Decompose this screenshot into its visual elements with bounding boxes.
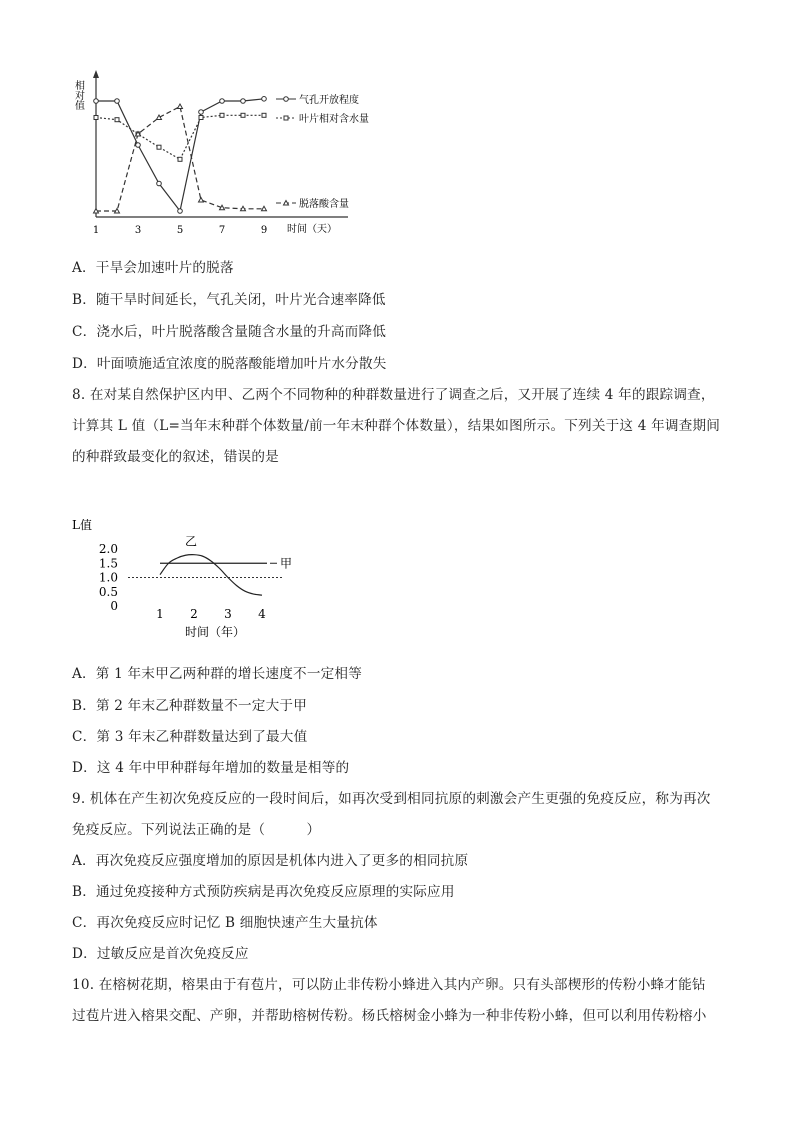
q7-option-b: B．随干旱时间延长，气孔关闭，叶片光合速率降低 — [72, 292, 386, 308]
q8-option-b: B．第 2 年末乙种群数量不一定大于甲 — [72, 698, 307, 714]
q8-option-d: D．这 4 年中甲种群每年增加的数量是相等的 — [72, 760, 350, 776]
data-point — [262, 97, 267, 102]
data-point — [262, 113, 266, 117]
q7-option-a: A．干旱会加速叶片的脱落 — [72, 260, 234, 276]
y-tick-label: 0 — [110, 599, 118, 613]
data-point — [220, 113, 224, 117]
series-label-jia: 甲 — [280, 556, 293, 571]
x-tick-label: 2 — [190, 607, 198, 621]
series-label-yi: 乙 — [185, 534, 198, 549]
legend-label: 叶片相对含水量 — [299, 114, 369, 125]
legend-marker — [284, 97, 289, 102]
y-tick-label: 2.0 — [98, 542, 118, 556]
legend — [276, 93, 369, 210]
legend-label: 脱落酸含量 — [299, 199, 349, 210]
data-point — [115, 209, 120, 214]
x-tick-label: 9 — [260, 225, 268, 236]
x-axis-label: 时间（天） — [287, 224, 337, 235]
legend-marker — [284, 116, 288, 120]
data-point — [199, 110, 204, 115]
q7-option-c: C．浇水后，叶片脱落酸含量随含水量的升高而降低 — [72, 324, 387, 340]
x-tick-label: 3 — [134, 225, 142, 236]
y-axis-label: 相对值 — [72, 80, 84, 110]
data-point — [241, 113, 245, 117]
q10-stem-line-2: 过苞片进入榕果交配、产卵，并帮助榕树传粉。杨氏榕树金小蜂为一种非传粉小蜂，但可以利用传粉榕小 — [72, 1008, 707, 1024]
data-point — [136, 143, 141, 148]
q9-stem-line-2: 免疫反应。下列说法正确的是（ ） — [72, 822, 321, 838]
series-line-2 — [96, 115, 264, 159]
q8-stem-line-3: 的种群致最变化的叙述，错误的是 — [72, 449, 279, 465]
data-point — [115, 99, 120, 104]
data-point — [178, 104, 183, 109]
y-axis-arrow — [93, 70, 99, 78]
y-axis-label-l: L值 — [72, 518, 92, 532]
data-point — [94, 209, 99, 214]
y-tick-label: 1.5 — [98, 556, 118, 571]
data-point — [178, 157, 182, 161]
q9-option-c: C．再次免疫反应时记忆 B 细胞快速产生大量抗体 — [72, 915, 378, 931]
q8-option-c: C．第 3 年末乙种群数量达到了最大值 — [72, 729, 308, 745]
data-point — [157, 115, 162, 120]
y-tick-label: 0.5 — [98, 584, 118, 599]
q8-stem-line-1: 8. 在对某自然保护区内甲、乙两个不同物种的种群数量进行了调查之后，又开展了连续 4 年的跟踪调查， — [72, 387, 715, 403]
q8-stem-line-2: 计算其 L 值（L=当年末种群个体数量/前一年末种群个体数量），结果如图所示。下列关于这 4 年调查期间 — [72, 418, 721, 434]
data-point — [115, 118, 119, 122]
data-point — [94, 116, 98, 120]
chart-stomata — [70, 66, 400, 244]
q9-option-d: D．过敏反应是首次免疫反应 — [72, 946, 249, 962]
x-tick-label: 1 — [92, 225, 100, 236]
q10-stem-line-1: 10. 在榕树花期，榕果由于有苞片，可以防止非传粉小蜂进入其内产卵。只有头部楔形的传粉小蜂才能钻 — [72, 977, 706, 993]
data-point — [262, 206, 267, 211]
x-axis-label: 时间（年） — [185, 625, 246, 639]
x-tick-label: 1 — [156, 607, 164, 621]
legend-label: 气孔开放程度 — [299, 95, 359, 106]
data-point — [241, 206, 246, 211]
data-point — [157, 181, 162, 186]
data-point — [220, 99, 225, 104]
data-point — [220, 205, 225, 210]
x-tick-label: 5 — [176, 225, 184, 236]
data-point — [199, 198, 204, 203]
y-tick-label: 1.0 — [98, 570, 118, 585]
series-line-yi — [160, 555, 262, 596]
q9-option-a: A．再次免疫反应强度增加的原因是机体内进入了更多的相同抗原 — [72, 853, 469, 869]
data-point — [178, 209, 183, 214]
x-tick-label: 7 — [218, 225, 226, 236]
chart-l-value — [70, 472, 300, 647]
x-tick-label: 4 — [258, 607, 266, 621]
q9-option-b: B．通过免疫接种方式预防疾病是再次免疫反应原理的实际应用 — [72, 884, 455, 900]
data-point — [94, 99, 99, 104]
data-point — [157, 145, 161, 149]
q7-option-d: D．叶面喷施适宜浓度的脱落酸能增加叶片水分散失 — [72, 356, 387, 372]
x-tick-label: 3 — [224, 607, 232, 621]
data-point — [241, 99, 246, 104]
q8-option-a: A．第 1 年末甲乙两种群的增长速度不一定相等 — [72, 666, 362, 682]
legend-marker — [284, 201, 289, 206]
data-point — [199, 116, 203, 120]
q9-stem-line-1: 9. 机体在产生初次免疫反应的一段时间后，如再次受到相同抗原的刺激会产生更强的免疫反应，称为再次 — [72, 791, 711, 807]
